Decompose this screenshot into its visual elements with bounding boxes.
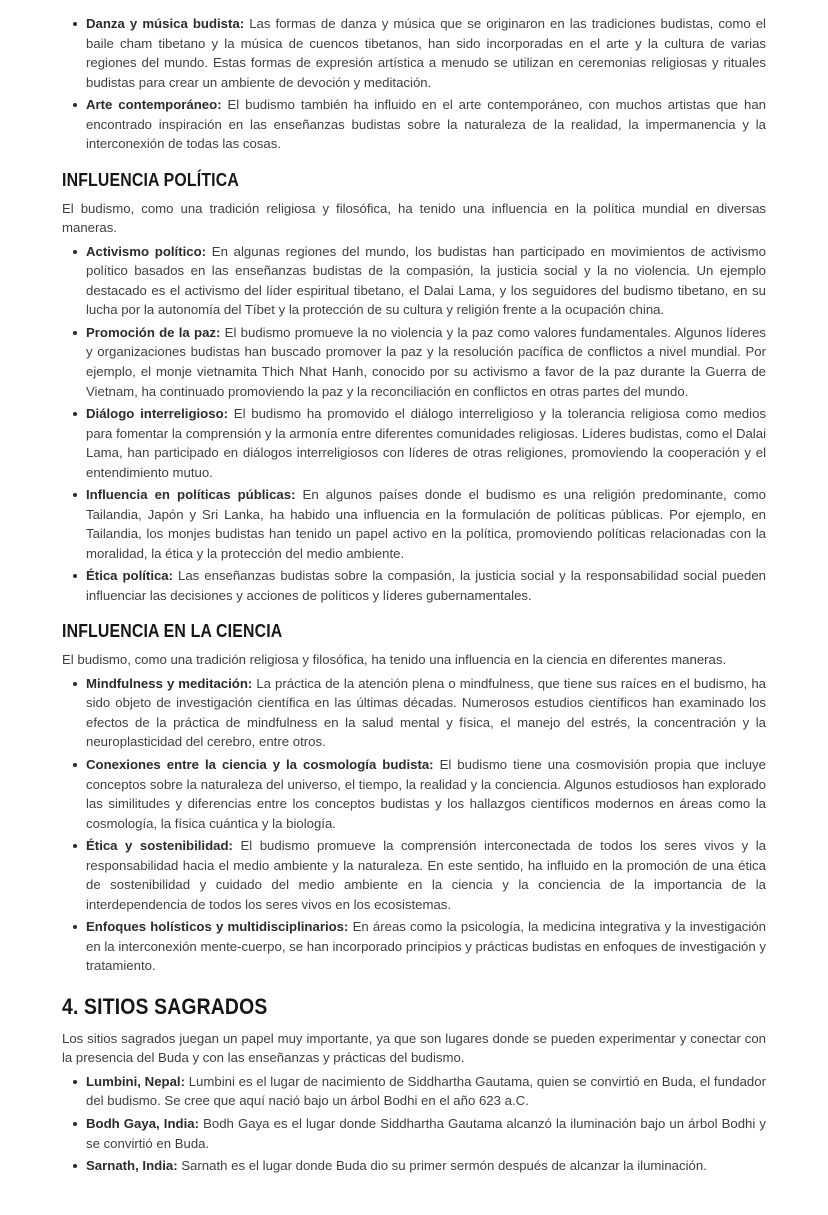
list-item-mindfulness: [86, 674, 766, 752]
item-text: En algunas regiones del mundo, los budistas han participado en movimientos de activismo político basados en las enseñanzas budistas de la compasión, la justicia social y la no violencia. Un ejemplo destacado es el activismo del líder espiritual tibetano, el Dalai Lama, y los seguidores del budismo tibetano, en su lucha por la autonomía del Tíbet y la protección de su cultura y religión frente a la ocupación china.: [86, 243, 766, 318]
item-label: Conexiones entre la ciencia y la cosmología budista:: [86, 757, 434, 772]
list-item-cosmologia: [86, 755, 766, 833]
list-item-activismo-politico: [86, 242, 766, 320]
item-label: Influencia en políticas públicas:: [86, 487, 296, 503]
item-label: Mindfulness y meditación:: [86, 675, 253, 691]
list-item-arte-contemporaneo: [86, 95, 766, 154]
list-item-dialogo-interreligioso: [86, 404, 766, 482]
item-label: Sarnath, India:: [86, 1158, 178, 1174]
culture-bullet-list: [70, 14, 766, 154]
item-text: El budismo ha promovido el diálogo interreligioso y la tolerancia religiosa como medios para fomentar la comprensión y la armonía entre diferentes comunidades religiosas. Líderes budistas, como el Dalai Lama, han participado en diálogos interreligiosos con líderes de otras religiones, promoviendo la cooperación y el entendimiento mutuo.: [86, 406, 766, 480]
sacred-sites-bullet-list: [70, 1072, 766, 1176]
item-text: El budismo tiene una cosmovisión propia que incluye conceptos sobre la naturaleza del universo, el tiempo, la realidad y la conciencia. Algunos estudiosos han explorado las similitudes y diferencias entre los conceptos budistas y los hallazgos científicos modernos en áreas como la cosmología, la física cuántica y la biología.: [86, 757, 766, 831]
item-text: El budismo promueve la comprensión interconectada de todos los seres vivos y la responsabilidad hacia el medio ambiente y la naturaleza. En este sentido, ha influido en la promoción de una ética de sostenibilidad y cuidado del medio ambiente en la ciencia y la conciencia de la importancia de la interdependencia de todos los seres vivos en los ecosistemas.: [86, 838, 766, 912]
section-intro: El budismo, como una tradición religiosa y filosófica, ha tenido una influencia en la política mundial en diversas maneras.: [62, 200, 766, 236]
item-label: Arte contemporáneo:: [86, 97, 222, 113]
item-text: Las formas de danza y música que se originaron en las tradiciones budistas, como el baile cham tibetano y la música de cuencos tibetanos, han sido incorporadas en el arte y la cultura de varias regiones del mundo. Estas formas de expresión artística a menudo se utilizan en ceremonias religiosas y rituales budistas para crear un ambiente de devoción y meditación.: [86, 16, 766, 90]
list-item-danza-musica: [86, 14, 766, 92]
section-sitios-sagrados: [62, 994, 766, 1176]
item-label: Lumbini, Nepal:: [86, 1073, 185, 1089]
list-item-promocion-paz: [86, 323, 766, 401]
item-text: El budismo promueve la no violencia y la paz como valores fundamentales. Algunos líderes y organizaciones budistas han buscado promover la paz y la resolución pacífica de conflictos a nivel mundial. Por ejemplo, el monje vietnamita Thich Nhat Hanh, conocido por su activismo a favor de la paz durante la Guerra de Vietnam, ha continuado promoviendo la paz y la reconciliación en conflictos en otras partes del mundo.: [86, 324, 766, 399]
section-heading-sitios-sagrados: 4. SITIOS SAGRADOS: [62, 993, 268, 1019]
section-heading-influencia-ciencia: INFLUENCIA EN LA CIENCIA: [62, 621, 283, 642]
science-bullet-list: [70, 674, 766, 976]
item-label: Enfoques holísticos y multidisciplinarios:: [86, 919, 349, 935]
item-text: Las enseñanzas budistas sobre la compasión, la justicia social y la responsabilidad social pueden influenciar las decisiones y acciones de políticos y líderes gubernamentales.: [86, 568, 766, 603]
item-text: La práctica de la atención plena o mindfulness, que tiene sus raíces en el budismo, ha sido objeto de investigación científica en las últimas décadas. Numerosos estudios científicos han examinado los efectos de la práctica de mindfulness en la salud mental y física, el manejo del estrés, la concentración y la neuroplasticidad del cerebro, entre otros.: [86, 675, 767, 750]
section-influencia-politica: [62, 170, 766, 606]
item-label: Danza y música budista:: [86, 16, 245, 31]
list-item-politicas-publicas: [86, 485, 766, 563]
item-text: Sarnath es el lugar donde Buda dio su primer sermón después de alcanzar la iluminación.: [181, 1158, 707, 1174]
item-text: En áreas como la psicología, la medicina integrativa y la investigación en la interconexión mente-cuerpo, se han incorporado principios y prácticas budistas en enfoques de investigación y tratamiento.: [86, 919, 767, 974]
item-label: Diálogo interreligioso:: [86, 406, 229, 422]
item-label: Activismo político:: [86, 243, 207, 259]
section-heading-influencia-politica: INFLUENCIA POLÍTICA: [62, 169, 239, 190]
list-item-etica-sostenibilidad: [86, 836, 766, 914]
item-text: El budismo también ha influido en el arte contemporáneo, con muchos artistas que han encontrado inspiración en las enseñanzas budistas sobre la naturaleza de la realidad, la impermanencia y la interconexión de todas las cosas.: [86, 97, 766, 152]
list-item-sarnath: [86, 1156, 766, 1176]
list-item-etica-politica: [86, 566, 766, 605]
list-item-bodh-gaya: [86, 1114, 766, 1153]
section-intro: El budismo, como una tradición religiosa y filosófica, ha tenido una influencia en la ciencia en diferentes maneras.: [62, 652, 727, 668]
list-item-enfoques-holisticos: [86, 917, 766, 976]
item-text: Lumbini es el lugar de nacimiento de Siddhartha Gautama, quien se convirtió en Buda, el fundador del budismo. Se cree que aquí nació bajo un árbol Bodhi en el año 623 a.C.: [86, 1073, 766, 1109]
item-text: Bodh Gaya es el lugar donde Siddhartha Gautama alcanzó la iluminación bajo un árbol Bodhi y se convirtió en Buda.: [86, 1115, 767, 1151]
item-label: Ética y sostenibilidad:: [86, 838, 233, 854]
item-text: En algunos países donde el budismo es una religión predominante, como Tailandia, Japón y Sri Lanka, ha habido una influencia en la formulación de políticas públicas. Por ejemplo, en Tailandia, los monjes budistas han tenido un papel activo en la política, promoviendo políticas relacionadas con la moralidad, la ética y la protección del medio ambiente.: [86, 487, 767, 561]
item-label: Promoción de la paz:: [86, 324, 221, 340]
section-intro: Los sitios sagrados juegan un papel muy importante, ya que son lugares donde se pueden experimentar y conectar con la presencia del Buda y con las enseñanzas y prácticas del budismo.: [62, 1030, 766, 1066]
item-label: Bodh Gaya, India:: [86, 1115, 199, 1131]
politics-bullet-list: [70, 242, 766, 606]
item-label: Ética política:: [86, 568, 174, 584]
section-influencia-ciencia: [62, 621, 766, 976]
list-item-lumbini: [86, 1072, 766, 1111]
